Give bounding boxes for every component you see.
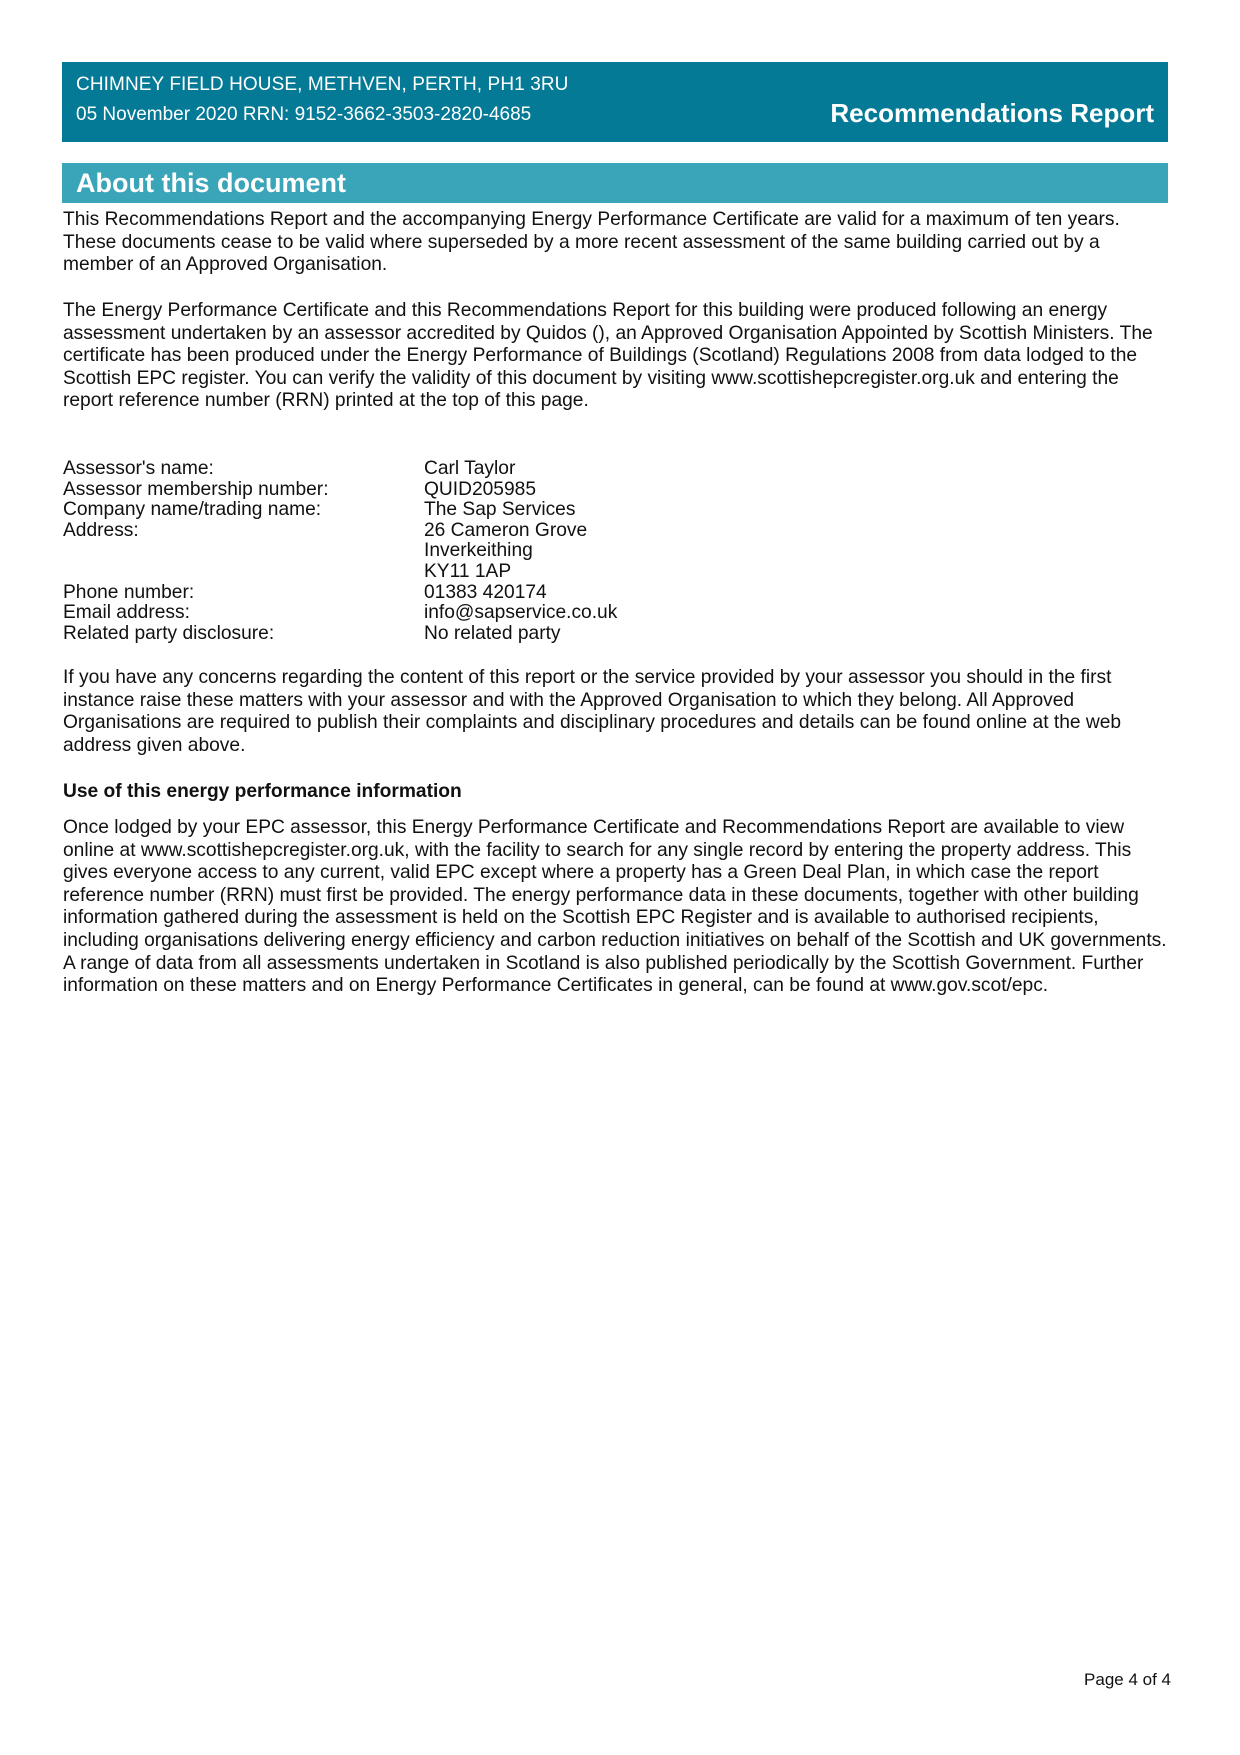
detail-row (63, 562, 763, 583)
detail-label (63, 541, 424, 562)
detail-label: Assessor membership number: (63, 478, 329, 500)
paragraph-use: Once lodged by your EPC assessor, this Energy Performance Certificate and Recommendations Report are available to view online at www.scottishepcregister.org.uk, with the facility to search for any single record by entering the property address. This gives everyone access to any current, valid EPC except where a property has a Green Deal Plan, in which case the report reference number (RRN) must first be provided. The energy performance data in these documents, together with other building information gathered during the assessment is held on the Scottish EPC Register and is available to authorised recipients, including organisations delivering energy efficiency and carbon reduction initiatives on behalf of the Scottish and UK governments. A range of data from all assessments undertaken in Scotland is also published periodically by the Scottish Government. Further information on these matters and on Energy Performance Certificates in general, can be found at www.gov.scot/epc. (63, 817, 1167, 997)
page-indicator: Page 4 of 4 (1084, 1670, 1171, 1689)
detail-row (63, 541, 763, 562)
detail-row (63, 500, 763, 521)
report-title: Recommendations Report (830, 98, 1154, 128)
paragraph-concerns: If you have any concerns regarding the content of this report or the service provided by your assessor you should in the first instance raise these matters with your assessor and with the Approved Organisation to which they belong. All Approved Organisations are required to publish their complaints and disciplinary procedures and details can be found online at the web address given above. (63, 667, 1122, 756)
detail-row (63, 583, 763, 604)
detail-label: Phone number: (63, 581, 195, 603)
property-address: CHIMNEY FIELD HOUSE, METHVEN, PERTH, PH1 3RU (76, 74, 569, 95)
detail-row (63, 521, 763, 542)
detail-value: Inverkeithing (424, 540, 533, 562)
detail-row (63, 480, 763, 501)
date-and-rrn: 05 November 2020 RRN: 9152-3662-3503-2820-4685 (76, 104, 532, 125)
detail-value: info@sapservice.co.uk (424, 602, 618, 624)
detail-label: Company name/trading name: (63, 499, 322, 521)
detail-label: Related party disclosure: (63, 622, 275, 644)
detail-label (63, 562, 424, 583)
detail-value: No related party (424, 622, 561, 644)
detail-value: Carl Taylor (424, 458, 516, 479)
detail-value: The Sap Services (424, 499, 576, 521)
detail-label: Assessor's name: (63, 458, 214, 479)
detail-label: Email address: (63, 602, 190, 624)
detail-row (63, 459, 763, 480)
assessor-details (63, 459, 763, 644)
paragraph-assessment: The Energy Performance Certificate and this Recommendations Report for this building were produced following an energy assessment undertaken by an assessor accredited by Quidos (), an Approved Organisation Appointed by Scottish Ministers. The certificate has been produced under the Energy Performance of Buildings (Scotland) Regulations 2008 from data lodged to the Scottish EPC register. You can verify the validity of this document by visiting www.scottishepcregister.org.uk and entering the report reference number (RRN) printed at the top of this page. (63, 300, 1153, 412)
subheading-use-of-information: Use of this energy performance information (63, 781, 462, 802)
detail-value: 01383 420174 (424, 581, 547, 603)
detail-row (63, 624, 763, 645)
detail-label: Address: (63, 519, 139, 541)
paragraph-validity: This Recommendations Report and the accompanying Energy Performance Certificate are valid for a maximum of ten years. These documents cease to be valid where superseded by a more recent assessment of the same building carried out by a member of an Approved Organisation. (63, 209, 1120, 276)
section-header-about (62, 163, 1168, 203)
section-title: About this document (76, 168, 346, 198)
detail-value: 26 Cameron Grove (424, 519, 588, 541)
detail-value: QUID205985 (424, 478, 536, 500)
report-header (62, 62, 1168, 142)
detail-row (63, 603, 763, 624)
detail-value: KY11 1AP (424, 560, 512, 582)
